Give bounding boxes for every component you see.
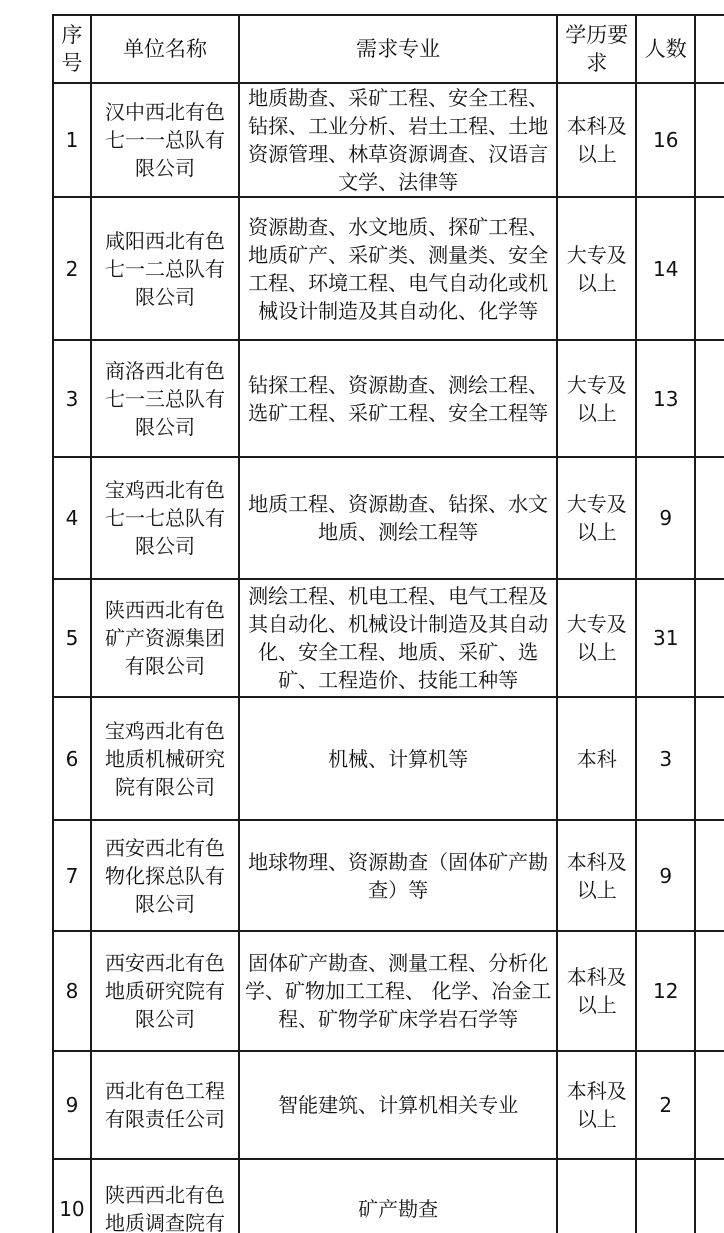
header-extra xyxy=(695,15,724,83)
cell-major: 地质勘查、采矿工程、安全工程、钻探、工业分析、岩土工程、土地资源管理、林草资源调查、汉语言文学、法律等 xyxy=(239,83,557,197)
cell-unit: 陕西西北有色地质调查院有 xyxy=(91,1159,239,1233)
cell-seq: 3 xyxy=(53,340,91,457)
cell-major: 资源勘查、水文地质、探矿工程、地质矿产、采矿类、测量类、安全工程、环境工程、电气自动化或机械设计制造及其自动化、化学等 xyxy=(239,197,557,340)
cell-extra xyxy=(695,1159,724,1233)
cell-major: 测绘工程、机电工程、电气工程及其自动化、机械设计制造及其自动化、安全工程、地质、采矿、选矿、工程造价、技能工种等 xyxy=(239,579,557,697)
cell-edu xyxy=(557,1159,636,1233)
cell-edu: 大专及以上 xyxy=(557,197,636,340)
cell-unit: 宝鸡西北有色七一七总队有限公司 xyxy=(91,457,239,579)
cell-extra xyxy=(695,457,724,579)
cell-major: 地球物理、资源勘查（固体矿产勘查）等 xyxy=(239,820,557,931)
cell-extra xyxy=(695,83,724,197)
cell-count: 3 xyxy=(636,697,695,820)
table-row xyxy=(53,340,724,457)
cell-unit: 西安西北有色物化探总队有限公司 xyxy=(91,820,239,931)
cell-seq: 5 xyxy=(53,579,91,697)
cell-extra xyxy=(695,1051,724,1159)
cell-extra xyxy=(695,579,724,697)
header-count: 人数 xyxy=(636,15,695,83)
cell-edu: 本科及以上 xyxy=(557,83,636,197)
cell-extra xyxy=(695,820,724,931)
cell-count: 9 xyxy=(636,457,695,579)
header-seq: 序号 xyxy=(53,15,91,83)
cell-unit: 陕西西北有色矿产资源集团有限公司 xyxy=(91,579,239,697)
table-row xyxy=(53,820,724,931)
recruitment-table xyxy=(52,14,724,1233)
table-row xyxy=(53,197,724,340)
cell-seq: 7 xyxy=(53,820,91,931)
cell-count xyxy=(636,1159,695,1233)
header-edu: 学历要求 xyxy=(557,15,636,83)
cell-extra xyxy=(695,931,724,1051)
cell-unit: 宝鸡西北有色地质机械研究院有限公司 xyxy=(91,697,239,820)
table-row xyxy=(53,579,724,697)
cell-seq: 6 xyxy=(53,697,91,820)
cell-major: 机械、计算机等 xyxy=(239,697,557,820)
cell-seq: 10 xyxy=(53,1159,91,1233)
cell-extra xyxy=(695,197,724,340)
cell-major: 智能建筑、计算机相关专业 xyxy=(239,1051,557,1159)
cell-major: 矿产勘查 xyxy=(239,1159,557,1233)
cell-edu: 本科及以上 xyxy=(557,931,636,1051)
cell-seq: 2 xyxy=(53,197,91,340)
cell-count: 12 xyxy=(636,931,695,1051)
table-row xyxy=(53,1159,724,1233)
table-row xyxy=(53,83,724,197)
cell-edu: 本科及以上 xyxy=(557,820,636,931)
cell-seq: 1 xyxy=(53,83,91,197)
cell-major: 钻探工程、资源勘查、测绘工程、选矿工程、采矿工程、安全工程等 xyxy=(239,340,557,457)
cell-edu: 大专及以上 xyxy=(557,340,636,457)
header-unit: 单位名称 xyxy=(91,15,239,83)
cell-major: 地质工程、资源勘查、钻探、水文地质、测绘工程等 xyxy=(239,457,557,579)
cell-unit: 西安西北有色地质研究院有限公司 xyxy=(91,931,239,1051)
cell-count: 9 xyxy=(636,820,695,931)
cell-seq: 4 xyxy=(53,457,91,579)
cell-unit: 汉中西北有色七一一总队有限公司 xyxy=(91,83,239,197)
cell-edu: 本科 xyxy=(557,697,636,820)
cell-unit: 咸阳西北有色七一二总队有限公司 xyxy=(91,197,239,340)
cell-count: 16 xyxy=(636,83,695,197)
table-row xyxy=(53,697,724,820)
cell-edu: 大专及以上 xyxy=(557,579,636,697)
cell-count: 2 xyxy=(636,1051,695,1159)
cell-unit: 商洛西北有色七一三总队有限公司 xyxy=(91,340,239,457)
cell-unit: 西北有色工程有限责任公司 xyxy=(91,1051,239,1159)
table-row xyxy=(53,1051,724,1159)
cell-seq: 8 xyxy=(53,931,91,1051)
cell-count: 31 xyxy=(636,579,695,697)
cell-extra xyxy=(695,340,724,457)
cell-count: 14 xyxy=(636,197,695,340)
cell-count: 13 xyxy=(636,340,695,457)
cell-edu: 大专及以上 xyxy=(557,457,636,579)
cell-seq: 9 xyxy=(53,1051,91,1159)
table-row xyxy=(53,457,724,579)
table-row xyxy=(53,931,724,1051)
cell-major: 固体矿产勘查、测量工程、分析化学、矿物加工工程、 化学、冶金工程、矿物学矿床学岩石学等 xyxy=(239,931,557,1051)
header-row xyxy=(53,15,724,83)
header-major: 需求专业 xyxy=(239,15,557,83)
cell-edu: 本科及以上 xyxy=(557,1051,636,1159)
cell-extra xyxy=(695,697,724,820)
